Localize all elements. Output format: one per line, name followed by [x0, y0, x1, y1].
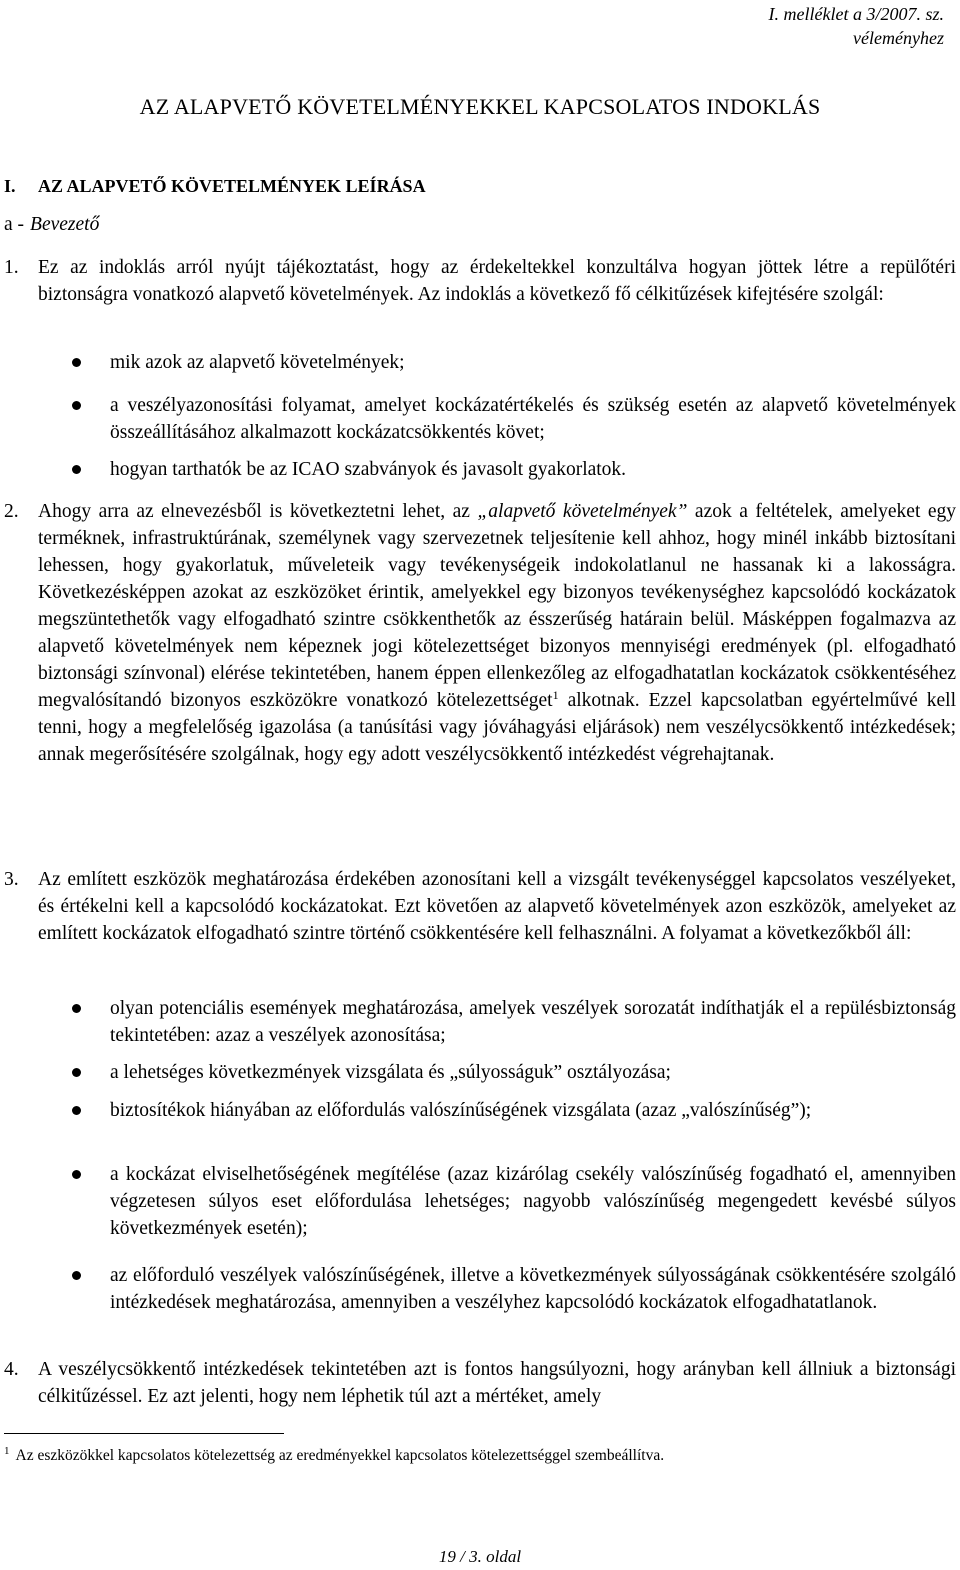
subsection-title: Bevezető	[30, 214, 100, 235]
footnote	[4, 1447, 664, 1465]
paragraph-1-bullet-1: mik azok az alapvető követelmények;	[110, 352, 405, 373]
reference-line-2: véleményhez	[853, 28, 944, 48]
reference-line-1: I. melléklet a 3/2007. sz.	[768, 4, 944, 24]
paragraph-2-text	[38, 498, 956, 768]
paragraph-number-3: 3.	[4, 869, 19, 890]
subsection-label: a -	[4, 214, 25, 235]
paragraph-number-4: 4.	[4, 1359, 19, 1380]
paragraph-number-1: 1.	[4, 257, 19, 278]
footnote-text: Az eszközökkel kapcsolatos kötelezettség az eredményekkel kapcsolatos kötelezettséggel szembeállítva.	[15, 1447, 665, 1464]
paragraph-3-bullet-3: biztosítékok hiányában az előfordulás valószínűségének vizsgálata (azaz „valószínűség”);	[110, 1100, 812, 1121]
paragraph-2-part-c: alkotnak. Ezzel kapcsolatban egyértelművé kell tenni, hogy a megfelelőség igazolása (a tanúsítási vagy jóváhagyási eljárások) nem veszélycsökkentő intézkedések; annak megerősítésére szolgálnak, hogy egy adott veszélycsökkentő intézkedést végrehajtanak.	[38, 690, 956, 765]
paragraph-1-text: Ez az indoklás arról nyújt tájékoztatást, hogy az érdekeltekkel konzultálva hogyan jöttek létre a repülőtéri biztonságra vonatkozó alapvető követelmények. Az indoklás a következő fő célkitűzések kifejtésére szolgál:	[38, 257, 956, 305]
paragraph-3-text: Az említett eszközök meghatározása érdekében azonosítani kell a vizsgált tevékenységgel kapcsolatos veszélyeket, és értékelni kell a kapcsolódó kockázatokat. Ezt követően az alapvető követelmények azon eszközök, amelyeket az említett kockázatok elfogadható szintre történő csökkentésére kell felhasználni. A folyamat a következőkből áll:	[38, 869, 956, 944]
paragraph-3-bullet-1: olyan potenciális események meghatározása, amelyek veszélyek sorozatát indíthatják el a repülésbiztonság tekintetében: azaz a veszélyek azonosítása;	[110, 998, 956, 1046]
footnote-number: 1	[4, 1445, 10, 1457]
bullet-dot	[72, 1004, 81, 1013]
bullet-dot	[72, 1271, 81, 1280]
page-number: 19 / 3. oldal	[438, 1547, 522, 1566]
paragraph-2-part-a: Ahogy arra az elnevezésből is következtetni lehet, az	[38, 501, 470, 522]
footnote-reference[interactable]: 1	[552, 688, 559, 702]
paragraph-3-bullet-5: az előforduló veszélyek valószínűségének, illetve a következmények súlyosságának csökkentésére szolgáló intézkedések meghatározása, amennyiben a veszélyhez kapcsolódó kockázatok elfogadhatatlanok.	[110, 1265, 956, 1313]
bullet-dot	[72, 401, 81, 410]
footnote-separator	[4, 1433, 284, 1434]
paragraph-4-text: A veszélycsökkentő intézkedések tekintetében azt is fontos hangsúlyozni, hogy arányban kell állniuk a biztonsági célkitűzéssel. Ez azt jelenti, hogy nem léphetik túl azt a mértéket, amely	[38, 1359, 956, 1407]
section-title: AZ ALAPVETŐ KÖVETELMÉNYEK LEÍRÁSA	[38, 176, 426, 196]
page-title: AZ ALAPVETŐ KÖVETELMÉNYEKKEL KAPCSOLATOS INDOKLÁS	[139, 94, 821, 119]
bullet-dot	[72, 1106, 81, 1115]
paragraph-2-part-b: azok a feltételek, amelyeket egy terméknek, infrastruktúrának, személynek vagy szervezetnek teljesítenie kell ahhoz, hogy minél inkább biztosítani lehessen, hogy gyakorlatuk, műveleteik vagy tevékenységeik indokolatlanul ne hassanak ki a lakosságra. Következésképpen azokat az eszközöket érintik, amelyekkel egy bizonyos tevékenységhez kapcsolódó kockázatok megszüntethetők vagy elfogadható szintre csökkenthetők az ésszerűség határain belül. Másképpen fogalmazva az alapvető követelmények nem képeznek jogi kötelezettséget bizonyos mennyiségi eredmények (pl. elfogadható biztonsági színvonal) elérése tekintetében, hanem éppen ellenkezőleg az elfogadhatatlan kockázatok csökkentéséhez megvalósítandó bizonyos eszközökre vonatkozó kötelezettséget	[38, 501, 957, 711]
bullet-dot	[72, 465, 81, 474]
bullet-dot	[72, 1170, 81, 1179]
paragraph-1-bullet-2: a veszélyazonosítási folyamat, amelyet kockázatértékelés és szükség esetén az alapvető követelmények összeállításához alkalmazott kockázatcsökkentés követ;	[110, 395, 956, 443]
section-number: I.	[4, 176, 16, 196]
document-reference	[769, 2, 944, 50]
defined-term: „alapvető követelmények”	[477, 501, 688, 522]
paragraph-3-bullet-4: a kockázat elviselhetőségének megítélése (azaz kizárólag csekély valószínűség fogadható el, amennyiben végzetesen súlyos eset előfordulása lehetséges; nagyobb valószínűség megengedett kevésbé súlyos következmények esetén);	[110, 1164, 956, 1239]
paragraph-1-bullet-3: hogyan tarthatók be az ICAO szabványok és javasolt gyakorlatok.	[110, 459, 627, 480]
bullet-dot	[72, 1068, 81, 1077]
paragraph-number-2: 2.	[4, 501, 19, 522]
section-heading	[4, 176, 426, 197]
paragraph-3-bullet-2: a lehetséges következmények vizsgálata és „súlyosságuk” osztályozása;	[110, 1062, 671, 1083]
bullet-dot	[72, 358, 81, 367]
subsection-heading	[4, 214, 99, 236]
